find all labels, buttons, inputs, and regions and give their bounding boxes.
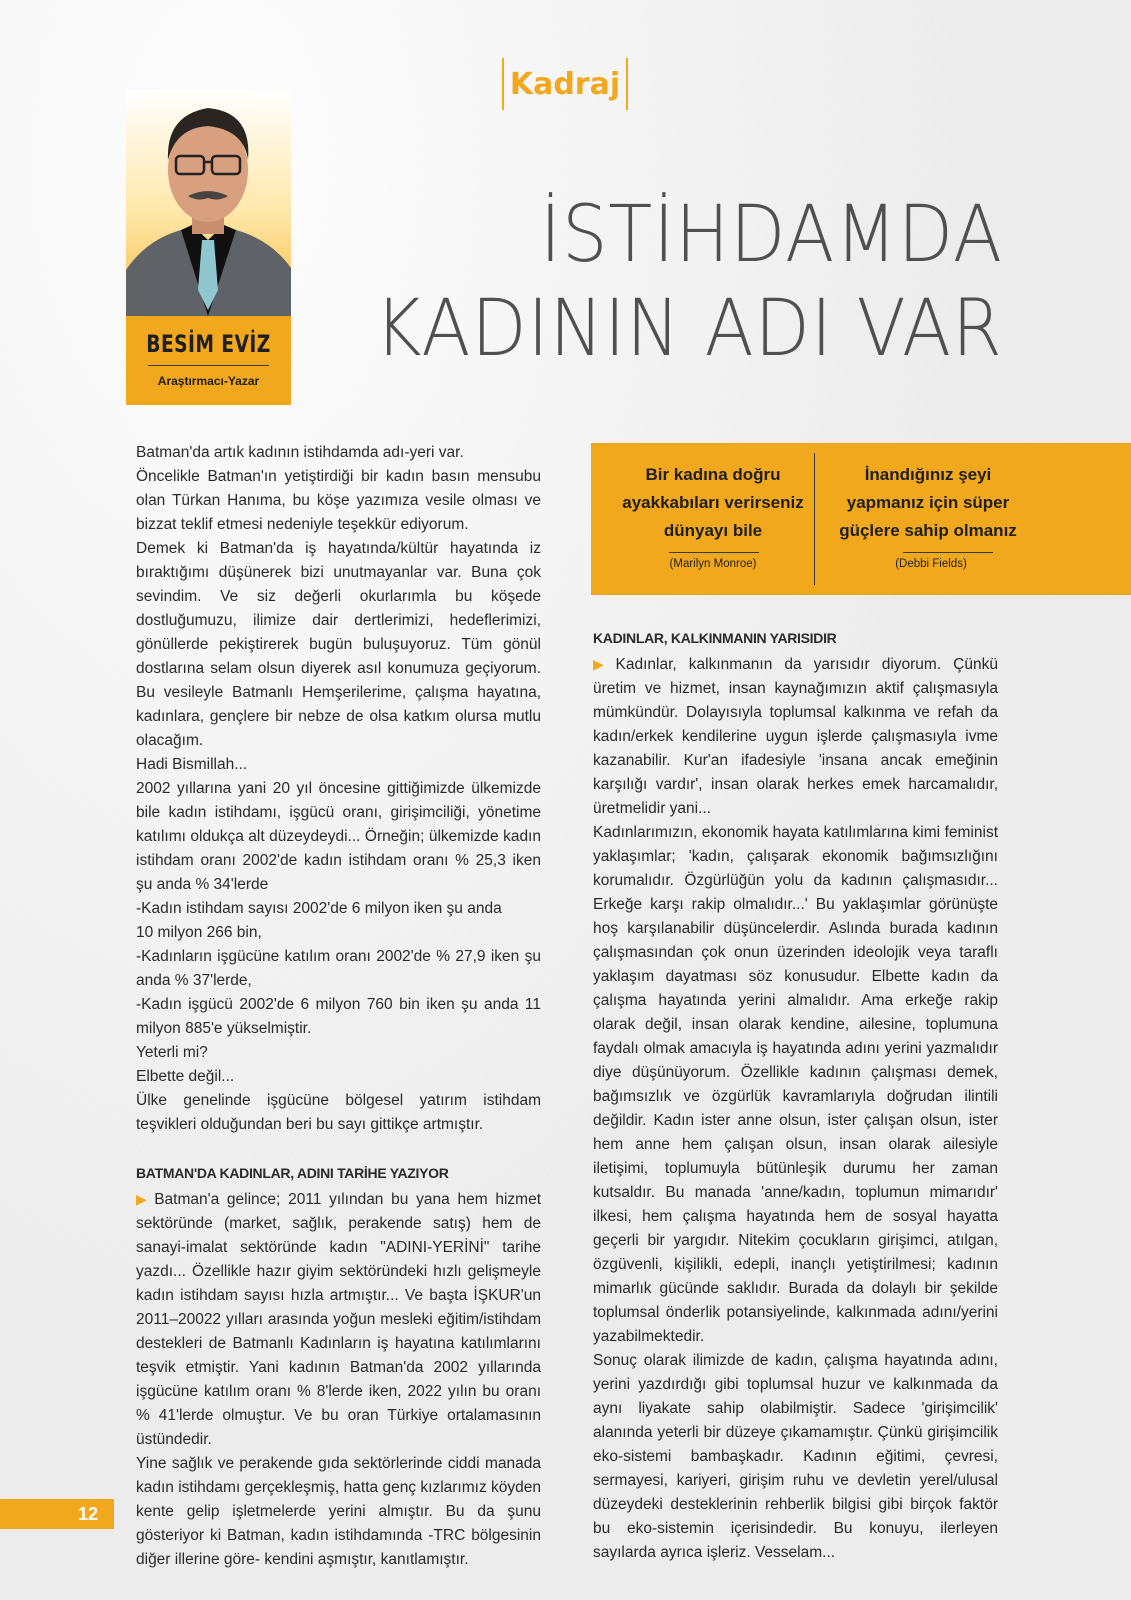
triangle-bullet-icon: ▶ — [593, 656, 612, 672]
quote-divider — [814, 453, 815, 585]
paragraph: Hadi Bismillah... — [136, 756, 248, 773]
paragraph-text: Batman'a gelince; 2011 yılından bu yana hem hizmet sektöründe (market, sağlık, perakende satış) hem de sanayi-imalat sektöründe kadın "ADINI-YERİNİ" tarihe yazdı... Özellikle hazır giyim sektöründeki hızlı gelişmeyle kadın istihdam sayısı hızla artmıştır... Ve başta İŞKUR'un 2011–20022 yılları arasında yoğun mesleki eğitim/istihdam destekleri de Batmanlı Kadınların iş hayatına katılımlarını teşvik etmiştir. Yani kadının Batman'da 2002 yıllarında işgücüne katılım oranı % 8'lerde iken, 2022 yılın bu oranı % 41'lerde olmuştur. Ve bu oran Türkiye ortalamasının üstündedir. — [136, 1191, 541, 1448]
author-divider — [148, 365, 269, 366]
paragraph: 10 milyon 266 bin, — [136, 924, 262, 941]
quote-source-1: (Marilyn Monroe) — [669, 558, 757, 570]
paragraph: Yeterli mi? — [136, 1044, 208, 1061]
quote-rule-1 — [669, 552, 759, 553]
article-headline — [375, 188, 1003, 376]
triangle-bullet-icon: ▶ — [136, 1191, 151, 1207]
paragraph: Yine sağlık ve perakende gıda sektörlerinde ciddi manada kadın istihdamı gerçekleşmiş, hatta genç kızlarımız köyden kente gelip işletmelerde yerini almıştır. Bu da şunu gösteriyor ki Batman, kadın istihdamında -TRC bölgesinin diğer illerine göre- kendini aşmıştır, kanıtlamıştır. — [136, 1455, 541, 1568]
paragraph: 2002 yıllarına yani 20 yıl öncesine gittiğimizde ülkemizde bile kadın istihdamı, işgücü oranı, girişimciliği, yönetime katılımı oldukça alt düzeydeydi... Örneğin; ülkemizde kadın istihdam oranı 2002'de kadın istihdam oranı % 25,3 iken şu anda % 34'lerde — [136, 780, 541, 893]
section-heading-kalkinma: KADINLAR, KALKINMANIN YARISIDIR — [593, 630, 837, 646]
paragraph: Demek ki Batman'da iş hayatında/kültür hayatında iz bıraktığımı düşünerek bizi unutmayanlar var. Buna çok sevindim. Ve siz değerli okurlarımla bu köşede dostluğumuzu, ilimize dair dertlerimizi, hedeflerimizi, gönüllerde pekiştirerek bugün buluşuyoruz. Tüm gönül dostlarına selam olsun diyerek asıl konumuza geçiyorum. Bu vesileyle Batmanlı Hemşerilerime, çalışma hayatına, kadınlara, gençlere bir nebze de olsa katkım olursa mutlu olacağım. — [136, 540, 541, 749]
logo-frame — [502, 58, 628, 110]
author-card — [126, 90, 291, 405]
paragraph: -Kadın işgücü 2002'de 6 milyon 760 bin iken şu anda 11 milyon 885'e yükselmiştir. — [136, 996, 541, 1037]
left-column — [136, 441, 541, 1572]
paragraph-text: Kadınlar, kalkınmanın da yarısıdır diyorum. Çünkü üretim ve hizmet, insan kaynağımızın aktif çalışmasıyla mümkündür. Dolayısıyla toplumsal kalkınma ve refah da kadın/erkek kendilerine uygun işlerde çalışmasıyla ivme kazanabilir. Kur'an ifadesiyle 'insana ancak emeğinin karşılığı vardır', insan olarak herkes emek harcamalıdır, üretmelidir yani... — [593, 656, 998, 817]
paragraph-with-marker — [136, 1187, 541, 1452]
author-role: Araştırmacı-Yazar — [157, 374, 260, 388]
right-column — [593, 626, 998, 1565]
headline-line-2: KADININ ADI VAR — [374, 284, 1003, 374]
spacer — [136, 1137, 541, 1161]
paragraph: Sonuç olarak ilimizde de kadın, çalışma hayatında adını, yerini yazdırdığı gibi toplumsal huzur ve kalkınmada da aynı liyakate sahip olabilmiştir. Sadece 'girişimcilik' alanında yeterli bir düzeye çıkamamıştır. Çünkü girişimcilik eko-sistemi bambaşkadır. Kadının eğitimi, çevresi, sermayesi, kariyeri, girişim ruhu ve devletin yerel/ulusal düzeydeki desteklerinin rehberlik bilgisi gibi birçok faktör bu eko-sistemin içerisindedir. Bu konuyu, ilerleyen sayılarda ayrıca işleriz. Vesselam... — [593, 1352, 998, 1561]
quote-source-2: (Debbi Fields) — [895, 558, 967, 570]
magazine-logo — [502, 58, 628, 110]
quote-rule-2 — [903, 552, 993, 553]
paragraph: -Kadın istihdam sayısı 2002'de 6 milyon iken şu anda — [136, 900, 502, 917]
paragraph: -Kadınların işgücüne katılım oranı 2002'de % 27,9 iken şu anda % 37'lerde, — [136, 948, 541, 989]
author-name: BESİM EVİZ — [146, 330, 271, 358]
author-photo — [126, 90, 291, 316]
headline-line-1: İSTİHDAMDA — [540, 190, 1003, 280]
paragraph: Batman'da artık kadının istihdamda adı-yeri var. — [136, 444, 464, 461]
paragraph: Ülke genelinde işgücüne bölgesel yatırım istihdam teşvikleri olduğundan beri bu sayı gittikçe artmıştır. — [136, 1092, 541, 1133]
quote-box — [591, 443, 1131, 595]
paragraph-with-marker — [593, 652, 998, 821]
author-portrait-illustration — [126, 90, 291, 316]
section-heading-batman: BATMAN'DA KADINLAR, ADINI TARİHE YAZIYOR — [136, 1165, 449, 1181]
page-number: 12 — [0, 1499, 114, 1529]
quote-text-1: Bir kadına doğru ayakkabıları verirseniz dünyayı bile — [622, 465, 804, 540]
quote-text-2: İnandığınız şeyi yapmanız için süper güçlere sahip olmanız — [839, 465, 1017, 540]
paragraph: Kadınlarımızın, ekonomik hayata katılımlarına kimi feminist yaklaşımlar; 'kadın, çalışarak ekonomik bağımsızlığını korumalıdır. Özgürlüğün yolu da kadının çalışmasıdır... Erkeğe karşı rakip olmalıdır...' Bu yaklaşımlar görünüşte hoş karşılanabilir düşüncelerdir. Aslında burada kadının çalışmasından çok onun üzerinden ideolojik veya taraflı yaklaşım dayatması söz konusudur. Elbette kadın da çalışma hayatında yerini almalıdır. Ama erkeğe rakip olarak değil, insan olarak kendine, ailesine, toplumuna faydalı olmak amacıyla iş hayatında adını yerini yazmalıdır diye düşünüyorum. Özellikle kadının çalışması demek, bağımsızlık ve özgürlük kavramlarıyla doğrudan ilintili değildir. Kadın ister anne olsun, ister çalışan olsun, ister hem anne hem çalışan olsun, insan olarak ailesiyle iletişimi, toplumuyla bütünleşik durumu her zaman kutsaldır. Bu manada 'anne/kadın, toplumun mimarıdır' ilkesi, hem çalışma hayatında hem de sosyal hayatta geçerli bir yargıdır. Nitekim çocukların girişimci, atılgan, özgüvenli, kişilikli, edepli, inançlı yetiştirilmesi; kadının mimarlık gücünde saklıdır. Burada da dolaylı bir şekilde toplumsal önderlik potansiyelinde, kalkınmada adını/yerini yazabilmektedir. — [593, 824, 998, 1345]
paragraph: Öncelikle Batman'ın yetiştirdiği bir kadın basın mensubu olan Türkan Hanıma, bu köşe yazımıza vesile olması ve bizzat teklif etmesi nedeniyle teşekkür ediyorum. — [136, 468, 541, 533]
paragraph: Elbette değil... — [136, 1068, 235, 1085]
logo-text: Kadraj — [509, 66, 621, 102]
author-info-panel — [126, 316, 291, 405]
